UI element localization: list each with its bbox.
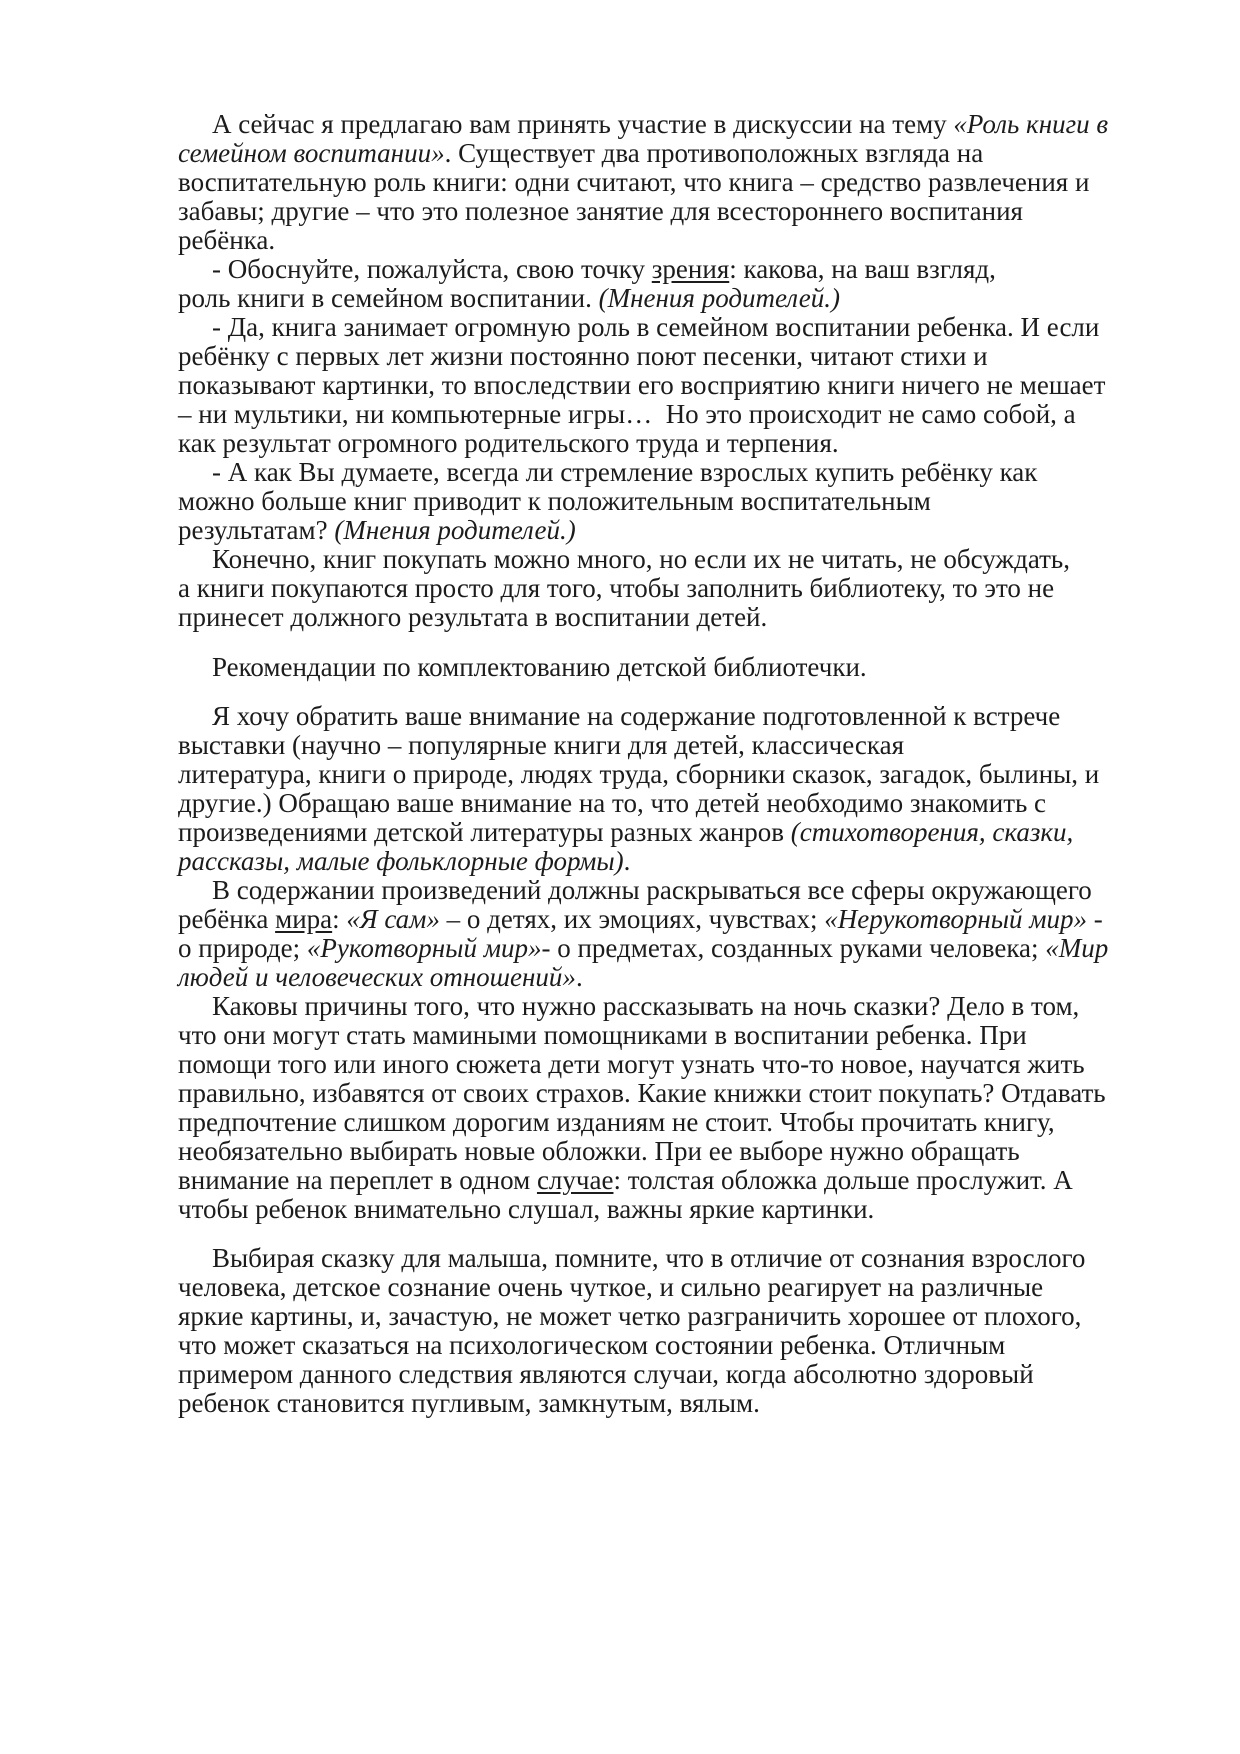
text-line: воспитательную роль книги: одни считают, что книга – средство развлечения и [178,167,1090,197]
underlined-word: зрения [651,254,730,284]
text-line: как результат огромного родительского труда и терпения. [178,428,839,458]
text-line [178,961,583,993]
text-line: предпочтение слишком дорогим изданиям не стоит. Чтобы прочитать книгу, [178,1107,1055,1137]
text-line: помощи того или иного сюжета дети могут узнать что-то новое, научатся жить [178,1049,1085,1079]
text-line [178,903,1103,935]
genres-italic: рассказы, малые фольклорные формы) [178,846,624,876]
text-line: примером данного следствия являются случаи, когда абсолютно здоровый [178,1359,1034,1389]
text-line: правильно, избавятся от своих страхов. Какие книжки стоит покупать? Отдавать [178,1078,1106,1108]
text-line [178,137,983,169]
sphere-title-italic: «Я сам» [346,904,440,934]
text-run: внимание на переплет в одном [178,1165,537,1195]
text-line [212,253,996,285]
text-line [178,845,630,877]
sphere-title-italic: «Мир [1045,933,1109,963]
underlined-word: мира [275,904,333,934]
text-line: яркие картины, и, зачастую, не может четко разграничить хорошее от плохого, [178,1301,1082,1331]
sphere-title-italic: «Рукотворный мир» [306,933,542,963]
text-line [212,108,1108,140]
text-run: роль книги в семейном воспитании. [178,283,599,313]
text-line: – ни мультики, ни компьютерные игры… Но это происходит не само собой, а [178,399,1076,429]
parents-opinion-note: (Мнения родителей.) [598,283,840,313]
text-line [178,282,840,314]
text-line: принесет должного результата в воспитании детей. [178,602,768,632]
text-line: что они могут стать мамиными помощниками в воспитании ребенка. При [178,1020,1027,1050]
text-run: А сейчас я предлагаю вам принять участие в дискуссии на тему [212,109,954,139]
text-line: Выбирая сказку для малыша, помните, что в отличие от сознания взрослого [212,1243,1086,1273]
text-run: : [332,904,347,934]
text-line: В содержании произведений должны раскрываться все сферы окружающего [212,875,1092,905]
text-run: . [575,962,583,992]
text-run: – о детях, их эмоциях, чувствах; [439,904,825,934]
text-run: - о предметах, созданных руками человека; [541,933,1046,963]
text-run: о природе; [178,933,307,963]
text-line [178,816,1073,848]
text-line: человека, детское сознание очень чуткое, и сильно реагирует на различные [178,1272,1044,1302]
text-run: . Существует два противоположных взгляда на [444,138,984,168]
text-line: ребенок становится пугливым, замкнутым, вялым. [178,1388,760,1418]
text-line: чтобы ребенок внимательно слушал, важны яркие картинки. [178,1194,875,1224]
text-run: - [1087,904,1103,934]
text-run: - Обоснуйте, пожалуйста, свою точку [212,254,652,284]
text-run: ребёнка [178,904,276,934]
text-line: что может сказаться на психологическом состоянии ребенка. Отличным [178,1330,1006,1360]
text-line: ребёнка. [178,225,276,255]
text-run: : какова, на ваш взгляд, [729,254,996,284]
topic-title-italic: «Роль книги в [953,109,1109,139]
text-line: можно больше книг приводит к положительным воспитательным [178,486,931,516]
text-line: показывают картинки, то впоследствии его восприятию книги ничего не мешает [178,370,1106,400]
text-line: Каковы причины того, что нужно рассказывать на ночь сказки? Дело в том, [212,991,1080,1021]
text-run: : толстая обложка дольше прослужит. А [613,1165,1073,1195]
text-line: ребёнку с первых лет жизни постоянно поют песенки, читают стихи и [178,341,988,371]
text-line: а книги покупаются просто для того, чтобы заполнить библиотеку, то это не [178,573,1055,603]
sphere-title-italic: «Нерукотворный мир» [824,904,1088,934]
text-line: необязательно выбирать новые обложки. При ее выборе нужно обращать [178,1136,1020,1166]
text-line: Конечно, книг покупать можно много, но если их не читать, не обсуждать, [212,544,1070,574]
topic-title-italic: семейном воспитании» [178,138,445,168]
text-line: литература, книги о природе, людях труда, сборники сказок, загадок, былины, и [178,759,1100,789]
text-line [178,514,576,546]
parents-opinion-note: (Мнения родителей.) [334,515,576,545]
text-line: забавы; другие – что это полезное занятие для всестороннего воспитания [178,196,1023,226]
text-line: - Да, книга занимает огромную роль в семейном воспитании ребенка. И если [212,312,1100,342]
text-line: - А как Вы думаете, всегда ли стремление взрослых купить ребёнку как [212,457,1038,487]
text-line [178,1164,1073,1196]
text-line: Я хочу обратить ваше внимание на содержание подготовленной к встрече [212,701,1061,731]
text-line: другие.) Обращаю ваше внимание на то, что детей необходимо знакомить с [178,788,1047,818]
sphere-title-italic: людей и человеческих отношений» [178,962,576,992]
text-run: произведениями детской литературы разных жанров [178,817,791,847]
text-run: . [623,846,631,876]
text-line [178,932,1108,964]
text-run: результатам? [178,515,335,545]
genres-italic: (стихотворения, сказки, [790,817,1074,847]
underlined-word: случае [536,1165,614,1195]
section-heading: Рекомендации по комплектованию детской библиотечки. [212,652,867,682]
text-line: выставки (научно – популярные книги для детей, классическая [178,730,905,760]
